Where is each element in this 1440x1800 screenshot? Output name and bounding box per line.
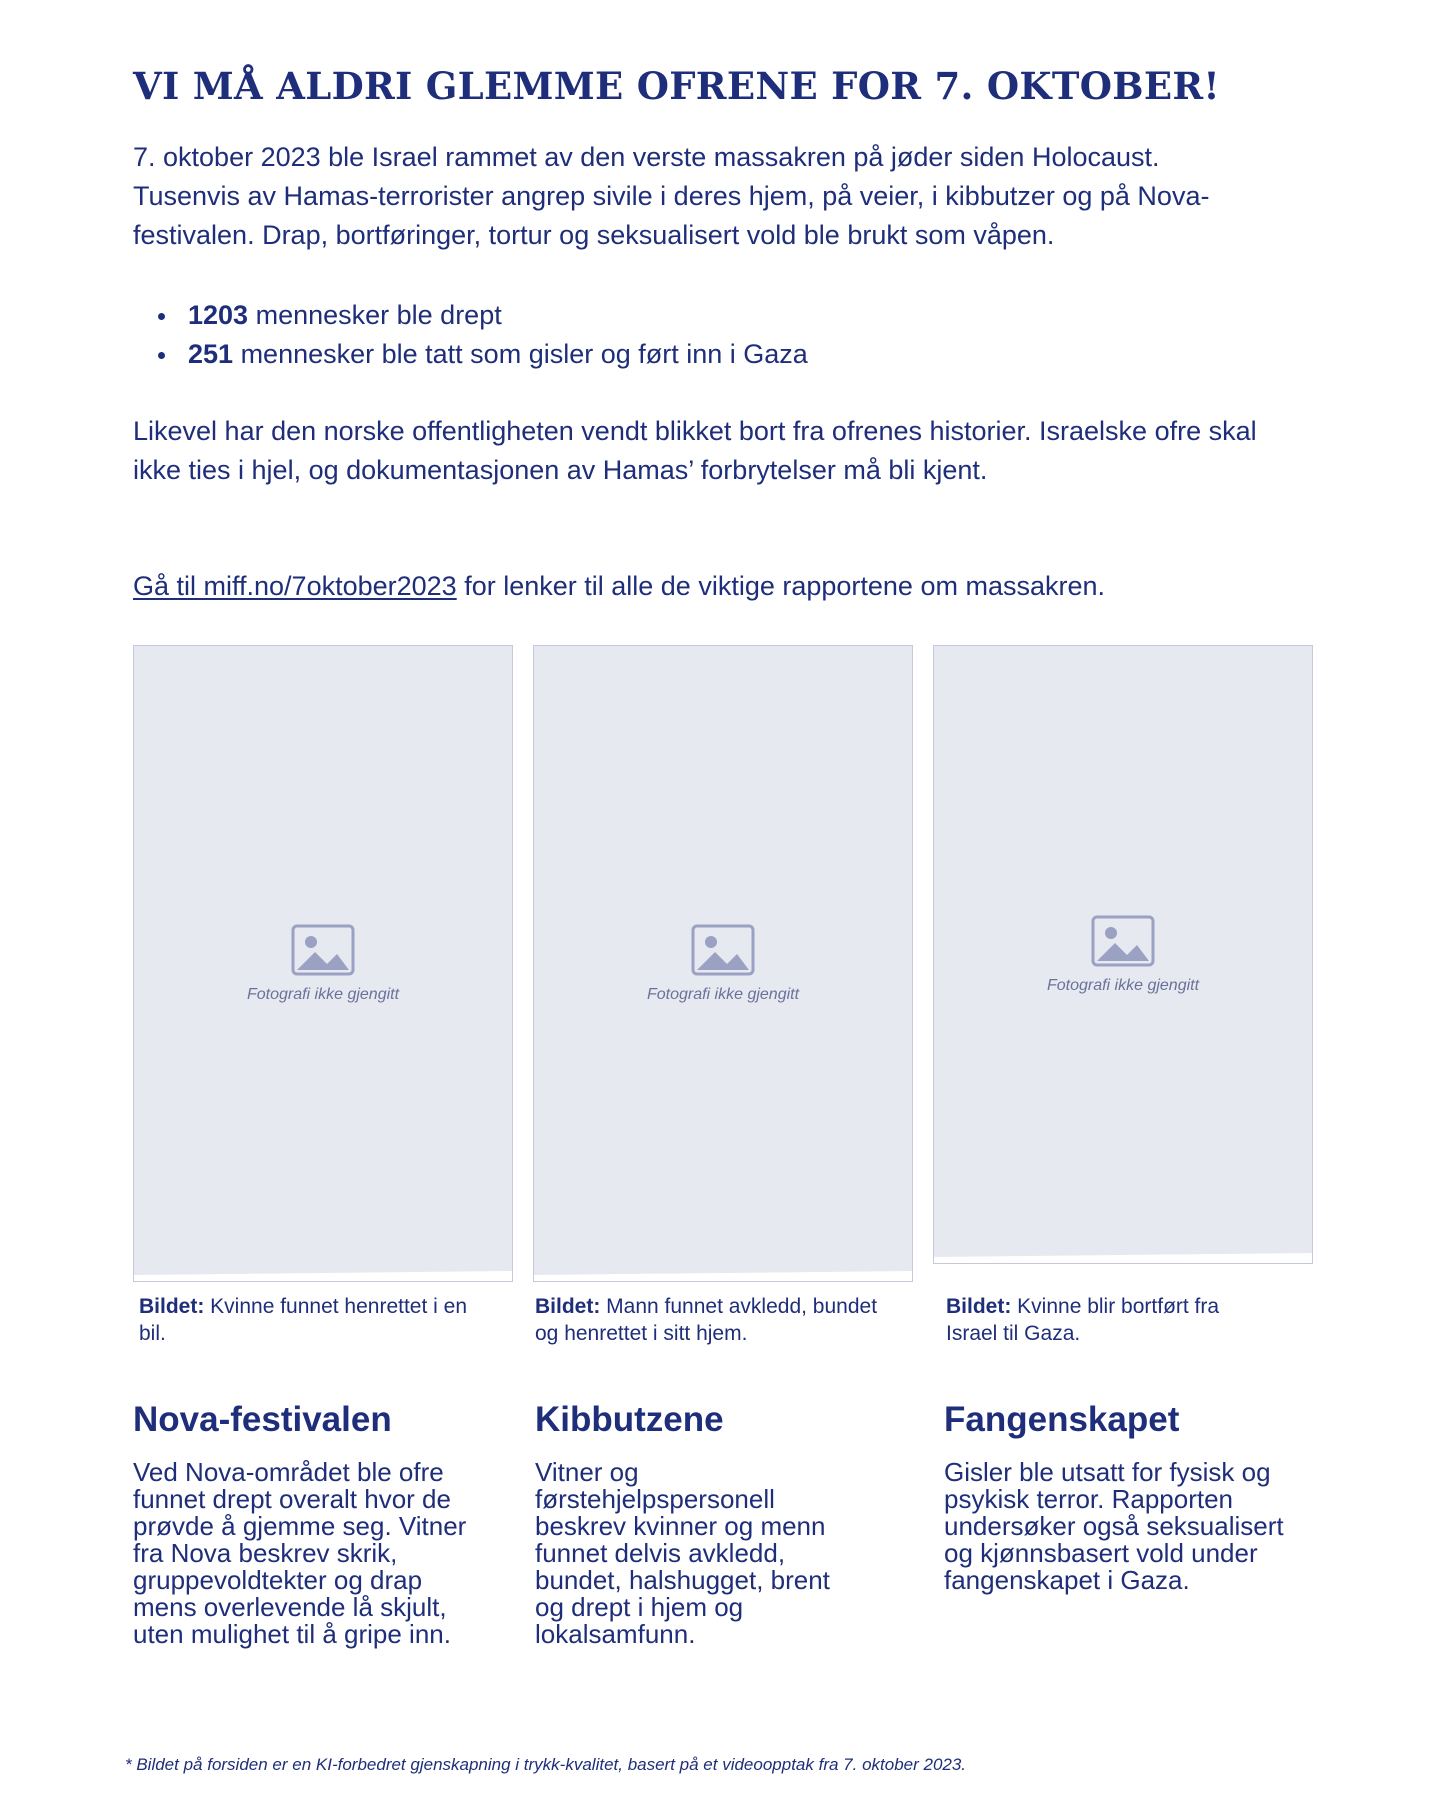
fact-text: mennesker ble tatt som gisler og ført inn i Gaza bbox=[233, 339, 808, 369]
caption-text: Mann funnet avkledd, bundet og henrettet i sitt hjem. bbox=[535, 1295, 878, 1345]
photo-caption bbox=[946, 1293, 1266, 1347]
fact-text: mennesker ble drept bbox=[248, 300, 502, 330]
section-body-nova: Ved Nova-området ble ofre funnet drept overalt hvor de prøvde å gjemme seg. Vitner fra Nova beskrev skrik, gruppevoldtekter og drap mens overlevende lå skjult, uten mulighet til å gripe inn. bbox=[133, 1457, 467, 1649]
section-title-fangenskapet: Fangenskapet bbox=[944, 1400, 1180, 1439]
photo-note: Fotografi ikke gjengitt bbox=[246, 985, 400, 1003]
intro-paragraph: 7. oktober 2023 ble Israel rammet av den verste massakren på jøder siden Holocaust. Tusenvis av Hamas-terrorister angrep sivile i deres hjem, på veier, i kibbutzer og på Nova-festivalen. Drap, bortføringer, tortur og seksualisert vold ble brukt som våpen. bbox=[133, 142, 1210, 250]
reports-link[interactable]: Gå til miff.no/7oktober2023 bbox=[133, 571, 457, 601]
fact-number: 251 bbox=[188, 339, 234, 369]
image-placeholder-icon bbox=[1091, 915, 1155, 967]
section-body-fangenskapet: Gisler ble utsatt for fysisk og psykisk terror. Rapporten undersøker også seksualisert og kjønnsbasert vold under fangenskapet i Gaza. bbox=[944, 1457, 1284, 1595]
caption-text: Kvinne blir bortført fra Israel til Gaza. bbox=[946, 1295, 1220, 1345]
section-title-nova: Nova-festivalen bbox=[133, 1400, 392, 1439]
section-body-kibbutzene: Vitner og førstehjelpspersonell beskrev kvinner og menn funnet delvis avkledd, bundet, halshugget, brent og drept i hjem og lokalsamfunn. bbox=[535, 1457, 830, 1649]
second-paragraph: Likevel har den norske offentligheten vendt blikket bort fra ofrenes historier. Israelske ofre skal ikke ties i hjel, og dokumentasjonen av Hamas’ forbrytelser må bli kjent. bbox=[133, 416, 1257, 485]
caption-text: Kvinne funnet henrettet i en bil. bbox=[139, 1295, 468, 1345]
facts-list bbox=[150, 296, 808, 374]
caption-label: Bildet: bbox=[946, 1295, 1012, 1318]
photo-caption bbox=[535, 1293, 895, 1347]
photo-note: Fotografi ikke gjengitt bbox=[646, 985, 800, 1003]
photo-note: Fotografi ikke gjengitt bbox=[1046, 976, 1200, 994]
image-placeholder-icon bbox=[291, 924, 355, 976]
link-line bbox=[133, 567, 1105, 606]
image-placeholder-icon bbox=[691, 924, 755, 976]
footnote: * Bildet på forsiden er en KI-forbedret gjenskapning i trykk-kvalitet, basert på et videoopptak fra 7. oktober 2023. bbox=[125, 1755, 967, 1774]
photo-caption bbox=[139, 1293, 479, 1347]
photo-placeholder bbox=[533, 645, 913, 1282]
page-title: VI MÅ ALDRI GLEMME OFRENE FOR 7. OKTOBER! bbox=[133, 64, 1220, 108]
list-item bbox=[150, 296, 808, 335]
link-suffix: for lenker til alle de viktige rapportene om massakren. bbox=[456, 571, 1106, 601]
caption-label: Bildet: bbox=[535, 1295, 601, 1318]
caption-label: Bildet: bbox=[139, 1295, 205, 1318]
list-item bbox=[150, 335, 808, 374]
photo-placeholder bbox=[933, 645, 1313, 1264]
section-title-kibbutzene: Kibbutzene bbox=[535, 1400, 724, 1439]
fact-number: 1203 bbox=[188, 300, 249, 330]
photo-placeholder bbox=[133, 645, 513, 1282]
